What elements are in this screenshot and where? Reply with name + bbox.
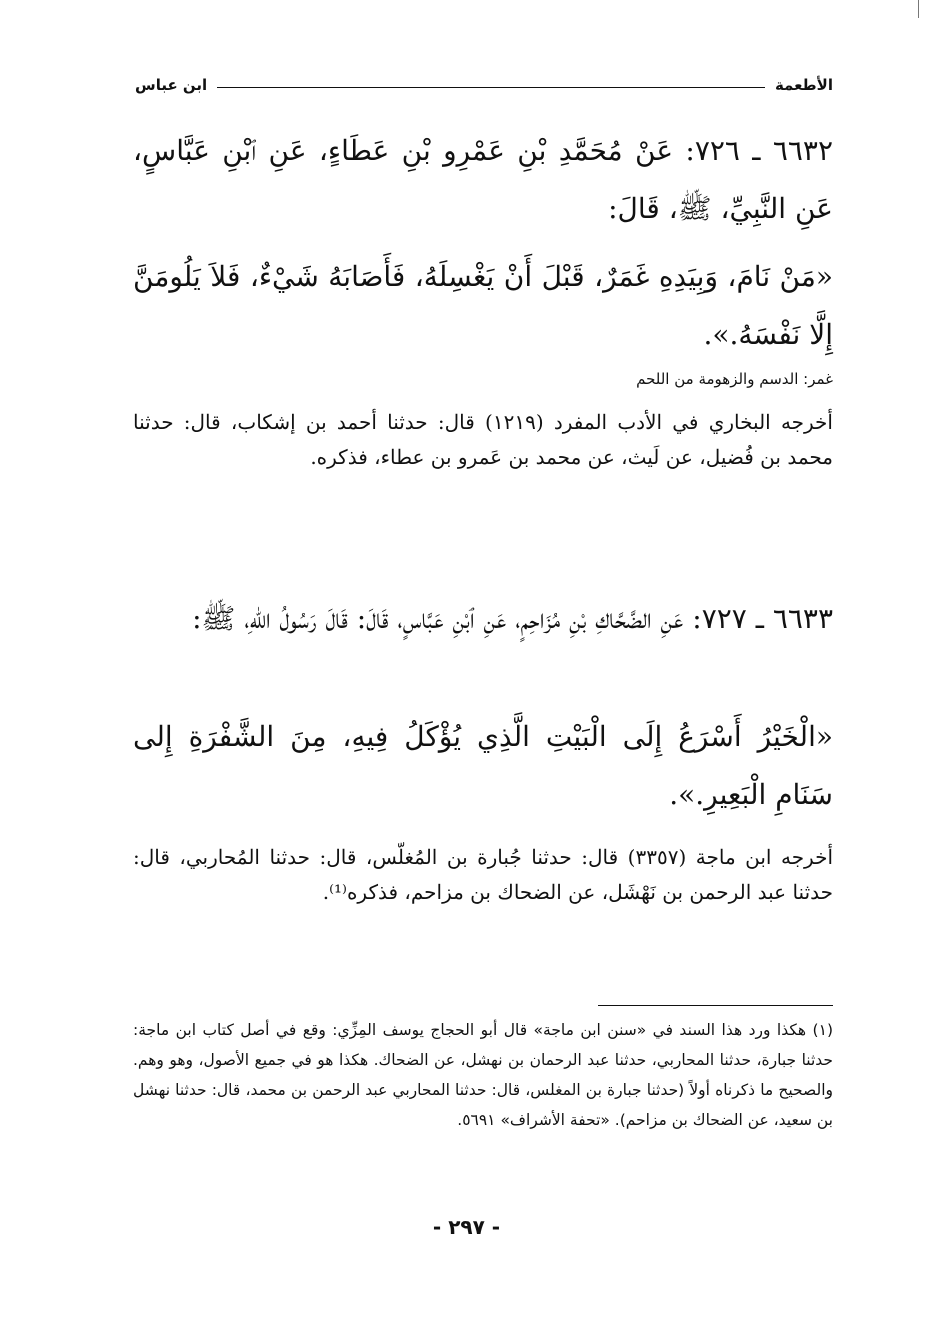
section-title: ابن عباس <box>135 76 208 94</box>
hadith-2-matn: «الْخَيْرُ أَسْرَعُ إِلَى الْبَيْتِ الَّذِي يُؤْكَلُ فِيهِ، مِنَ الشَّفْرَةِ إِلى سَنَامِ الْبَعِيرِ.». <box>133 720 833 811</box>
hadith-2-takhrij: أخرجه ابن ماجة (٣٣٥٧) قال: حدثنا جُبارة بن المُغلّس، قال: حدثنا المُحاربي، قال: حدثنا عبد الرحمن بن نَهْشَل، عن الضحاك بن مزاحم، فذكره⁽¹⁾. <box>133 845 834 904</box>
footnote-1: (١) هكذا ورد هذا السند في «سنن ابن ماجة» قال أبو الحجاج يوسف المِزِّي: وقع في أصل كتاب ابن ماجة: حدثنا جبارة، حدثنا المحاربي، حدثنا عبد الرحمان بن نهشل، عن الضحاك. هكذا هو في جميع الأصول، وهو وهم. والصحيح ما ذكرناه أولاً (حدثنا جبارة بن المغلس، قال: حدثنا المحاربي عبد الرحمن بن محمد، قال: حدثنا نهشل بن سعيد، عن الضحاك بن مزاحم). «تحفة الأشراف» ٥٦٩١. <box>133 1021 833 1129</box>
hadith-1-takhrij: أخرجه البخاري في الأدب المفرد (١٢١٩) قال: حدثنا أحمد بن إشكاب، قال: حدثنا محمد بن فُضيل، عن لَيث، عن محمد بن عَمرو بن عطاء، فذكره. <box>133 410 833 469</box>
page-number: - ٢٩٧ - <box>432 1215 501 1239</box>
hadith-1-matn: «مَنْ نَامَ، وَبِيَدِهِ غَمَرٌ، قَبْلَ أَنْ يَغْسِلَهُ، فَأَصَابَهُ شَيْءٌ، فَلاَ يَلُومَنَّ إِلَّا نَفْسَهُ.». <box>133 260 833 351</box>
chapter-title: الأطعمة <box>774 76 833 94</box>
header-rule <box>217 87 765 88</box>
hadith-1-isnad: ٦٦٣٢ ـ ٧٢٦: عَنْ مُحَمَّدِ بْنِ عَمْرِو بْنِ عَطَاءٍ، عَنِ ٱبْنِ عَبَّاسٍ، عَنِ النَّبِيِّ، ﷺ، قَالَ: <box>133 134 833 225</box>
hadith-1-gloss: غمر: الدسم والزهومة من اللحم <box>636 370 833 388</box>
hadith-2-isnad: ٦٦٣٣ ـ ٧٢٧: عَنِ الضَّحَّاكِ بْنِ مُزَاحِمٍ، عَنِ ٱبْنِ عَبَّاسٍ، قَالَ: قَالَ رَسُولُ اللّهِ، ﷺ: <box>192 602 833 635</box>
footnote-separator <box>598 1005 833 1006</box>
running-header <box>135 70 833 100</box>
scan-edge-mark <box>918 0 919 18</box>
